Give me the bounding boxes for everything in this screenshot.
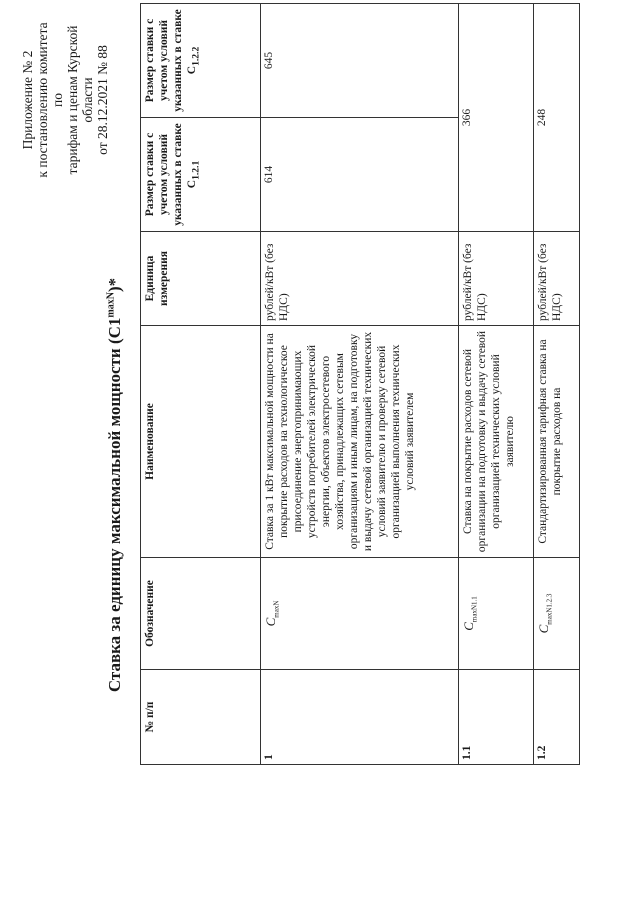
row-name: Стандартизированная тарифная ставка на покрытие расходов на xyxy=(534,326,580,558)
row-unit: рублей/кВт (без НДС) xyxy=(261,232,459,326)
header-rate-1 xyxy=(141,118,261,232)
header-rate-1-text: Размер ставки с учетом условий указанных в ставке С xyxy=(144,123,198,226)
row-num: 1.2 xyxy=(534,670,580,765)
row-num: 1 xyxy=(261,670,459,765)
symbol-letter: C xyxy=(536,624,551,634)
header-unit: Единица измерения xyxy=(141,232,261,326)
appendix-note xyxy=(20,15,110,185)
row-unit: рублей/кВт (без НДС) xyxy=(534,232,580,326)
header-symbol: Обозначение xyxy=(141,558,261,670)
header-rate-1-sub: 1.2.1 xyxy=(190,160,202,180)
appendix-title: Приложение № 2 xyxy=(20,50,35,150)
table-header-row xyxy=(141,4,261,765)
row-symbol xyxy=(459,558,534,670)
table-row xyxy=(534,4,580,765)
title-superscript: maxN xyxy=(105,292,117,318)
appendix-line: тарифам и ценам Курской области xyxy=(65,25,95,175)
row-symbol xyxy=(261,558,459,670)
row-rate-merged: 366 xyxy=(459,4,534,232)
header-name: Наименование xyxy=(141,326,261,558)
header-rate-2-sub: 1.2.2 xyxy=(190,46,202,66)
row-rate-1: 614 xyxy=(261,118,459,232)
row-rate-2: 645 xyxy=(261,4,459,118)
title-text: Ставка за единицу максимальной мощности (C1 xyxy=(105,317,124,693)
header-num: № п/п xyxy=(141,670,261,765)
row-unit: рублей/кВт (без НДС) xyxy=(459,232,534,326)
row-rate-merged: 248 xyxy=(534,4,580,232)
header-rate-2 xyxy=(141,4,261,118)
row-name: Ставка за 1 кВт максимальной мощности на покрытие расходов на технологическое присоединение энергопринимающих устройств потребителей электрической энергии, объектов электросетевого хозяйства, принадлежащих сетевым организациям и иным лицам, на подготовку и выдачу сетевой организацией технических условий заявителю и проверку сетевой организацией выполнения технических условий заявителем xyxy=(261,326,459,558)
header-rate-2-text: Размер ставки с учетом условий указанных в ставке С xyxy=(144,9,198,112)
symbol-subscript: maxN xyxy=(272,600,281,618)
symbol-subscript: maxN1.1 xyxy=(470,596,479,623)
row-name: Ставка на покрытие расходов сетевой организации на подготовку и выдачу сетевой организацией технических условий заявителю xyxy=(459,326,534,558)
rates-table xyxy=(140,3,580,765)
table-row xyxy=(459,4,534,765)
table-row xyxy=(261,4,459,765)
appendix-line: к постановлению комитета по xyxy=(35,22,65,178)
row-num: 1.1 xyxy=(459,670,534,765)
symbol-letter: C xyxy=(461,622,476,631)
title-tail: )* xyxy=(105,277,124,293)
symbol-letter: C xyxy=(263,617,278,627)
row-symbol xyxy=(534,558,580,670)
symbol-subscript: maxN1.2.3 xyxy=(545,593,554,625)
appendix-date: от 28.12.2021 № 88 xyxy=(95,45,110,155)
page-title xyxy=(105,205,125,765)
